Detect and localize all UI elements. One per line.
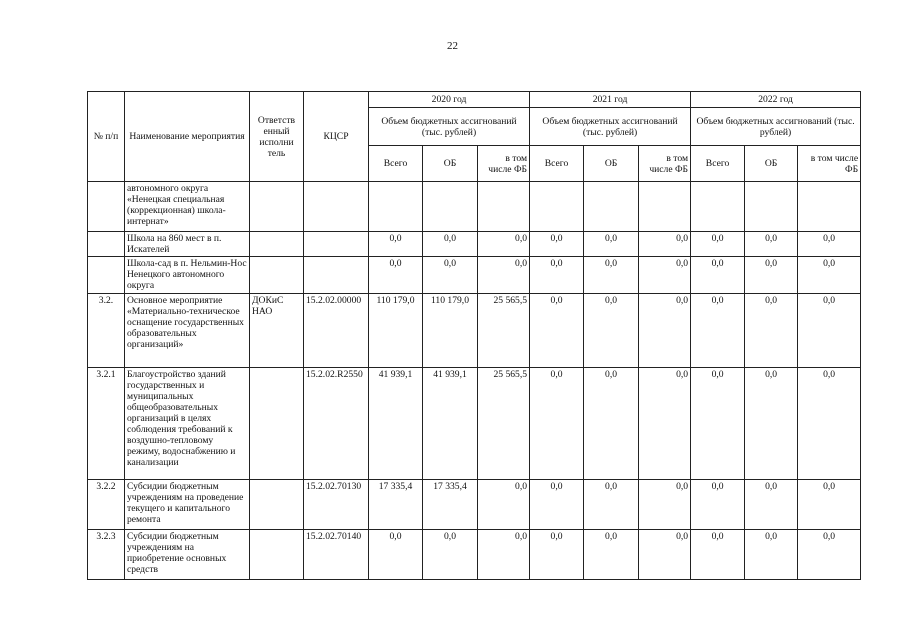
- header-name: Наименование мероприятия: [125, 92, 250, 182]
- header-year-2021: 2021 год: [530, 92, 691, 108]
- row-kcsr: 15.2.02.70140: [304, 530, 369, 580]
- row-name: Школа на 860 мест в п. Искателей: [125, 232, 250, 257]
- cell-value: 0,0: [639, 480, 691, 530]
- cell-value: 0,0: [639, 257, 691, 294]
- cell-value: 0,0: [798, 480, 861, 530]
- cell-value: 0,0: [478, 480, 530, 530]
- cell-value: 0,0: [798, 232, 861, 257]
- cell-value: 0,0: [798, 368, 861, 480]
- cell-value: 0,0: [798, 294, 861, 368]
- cell-value: [798, 182, 861, 232]
- row-num: [88, 232, 125, 257]
- table-row: [88, 294, 861, 368]
- row-name: Субсидии бюджетным учреждениям на проведение текущего и капитального ремонта: [125, 480, 250, 530]
- row-num: 3.2.2: [88, 480, 125, 530]
- header-kcsr: КЦСР: [304, 92, 369, 182]
- cell-value: 0,0: [584, 294, 639, 368]
- page-number: 22: [447, 40, 458, 52]
- cell-value: 0,0: [639, 294, 691, 368]
- header-year-2020: 2020 год: [369, 92, 530, 108]
- cell-value: 0,0: [639, 232, 691, 257]
- cell-value: [423, 182, 478, 232]
- cell-value: 17 335,4: [423, 480, 478, 530]
- header-total-2022: Всего: [691, 146, 745, 182]
- header-volume-2020: Объем бюджетных ассигнований (тыс. рублей): [369, 108, 530, 146]
- row-executor: [250, 257, 304, 294]
- cell-value: 0,0: [639, 368, 691, 480]
- row-kcsr: [304, 232, 369, 257]
- row-executor: [250, 480, 304, 530]
- cell-value: 0,0: [530, 232, 584, 257]
- row-executor: [250, 232, 304, 257]
- row-executor: [250, 530, 304, 580]
- header-ob-2021: ОБ: [584, 146, 639, 182]
- row-kcsr: 15.2.02.R2550: [304, 368, 369, 480]
- row-num: 3.2.3: [88, 530, 125, 580]
- header-fb-2021: в том числе ФБ: [639, 146, 691, 182]
- cell-value: [639, 182, 691, 232]
- cell-value: 0,0: [530, 530, 584, 580]
- row-name: Субсидии бюджетным учреждениям на приобретение основных средств: [125, 530, 250, 580]
- cell-value: 0,0: [745, 294, 798, 368]
- header-volume-2022: Объем бюджетных ассигнований (тыс. рублей): [691, 108, 861, 146]
- header-executor: Ответств енный исполни тель: [250, 92, 304, 182]
- cell-value: 0,0: [423, 530, 478, 580]
- cell-value: 0,0: [530, 257, 584, 294]
- row-num: [88, 257, 125, 294]
- cell-value: 0,0: [691, 232, 745, 257]
- cell-value: 0,0: [478, 257, 530, 294]
- header-ob-2022: ОБ: [745, 146, 798, 182]
- cell-value: 0,0: [691, 530, 745, 580]
- row-name: Благоустройство зданий государственных и муниципальных общеобразовательных организаций в целях соблюдения требований к воздушно-тепловому режиму, водоснабжению и канализации: [125, 368, 250, 480]
- cell-value: 110 179,0: [369, 294, 423, 368]
- row-num: 3.2.1: [88, 368, 125, 480]
- row-name: Основное мероприятие «Материально-техническое оснащение государственных образовательных организаций»: [125, 294, 250, 368]
- table-row: [88, 232, 861, 257]
- header-year-2022: 2022 год: [691, 92, 861, 108]
- cell-value: 17 335,4: [369, 480, 423, 530]
- cell-value: 0,0: [745, 530, 798, 580]
- header-fb-2022: в том числе ФБ: [798, 146, 861, 182]
- table-row: [88, 257, 861, 294]
- cell-value: 0,0: [530, 480, 584, 530]
- cell-value: 0,0: [369, 257, 423, 294]
- cell-value: 0,0: [584, 368, 639, 480]
- cell-value: 0,0: [691, 257, 745, 294]
- cell-value: 0,0: [584, 257, 639, 294]
- cell-value: 0,0: [423, 257, 478, 294]
- cell-value: 0,0: [745, 368, 798, 480]
- header-ob-2020: ОБ: [423, 146, 478, 182]
- cell-value: 0,0: [423, 232, 478, 257]
- cell-value: 25 565,5: [478, 294, 530, 368]
- header-num: № п/п: [88, 92, 125, 182]
- header-fb-2020: в том числе ФБ: [478, 146, 530, 182]
- cell-value: 0,0: [584, 232, 639, 257]
- cell-value: [530, 182, 584, 232]
- cell-value: 0,0: [745, 480, 798, 530]
- cell-value: 0,0: [530, 294, 584, 368]
- cell-value: 41 939,1: [369, 368, 423, 480]
- cell-value: 0,0: [691, 480, 745, 530]
- table-row: [88, 368, 861, 480]
- row-name: автономного округа «Ненецкая специальная (коррекционная) школа-интернат»: [125, 182, 250, 232]
- table-row: [88, 480, 861, 530]
- cell-value: 0,0: [584, 530, 639, 580]
- cell-value: 25 565,5: [478, 368, 530, 480]
- row-executor: [250, 368, 304, 480]
- row-kcsr: [304, 182, 369, 232]
- cell-value: [584, 182, 639, 232]
- row-kcsr: 15.2.02.00000: [304, 294, 369, 368]
- cell-value: 0,0: [530, 368, 584, 480]
- cell-value: 0,0: [691, 294, 745, 368]
- row-num: 3.2.: [88, 294, 125, 368]
- cell-value: [478, 182, 530, 232]
- row-num: [88, 182, 125, 232]
- cell-value: 0,0: [478, 232, 530, 257]
- cell-value: 0,0: [798, 530, 861, 580]
- row-kcsr: 15.2.02.70130: [304, 480, 369, 530]
- budget-table: [87, 91, 861, 580]
- cell-value: [369, 182, 423, 232]
- cell-value: [745, 182, 798, 232]
- row-kcsr: [304, 257, 369, 294]
- header-volume-2021: Объем бюджетных ассигнований (тыс. рублей): [530, 108, 691, 146]
- table-row: [88, 182, 861, 232]
- table-row: [88, 530, 861, 580]
- cell-value: 41 939,1: [423, 368, 478, 480]
- cell-value: [691, 182, 745, 232]
- cell-value: 0,0: [369, 232, 423, 257]
- cell-value: 0,0: [745, 257, 798, 294]
- cell-value: 0,0: [691, 368, 745, 480]
- cell-value: 0,0: [478, 530, 530, 580]
- row-executor: ДОКиС НАО: [250, 294, 304, 368]
- row-name: Школа-сад в п. Нельмин-Нос Ненецкого автономного округа: [125, 257, 250, 294]
- cell-value: 110 179,0: [423, 294, 478, 368]
- cell-value: 0,0: [639, 530, 691, 580]
- cell-value: 0,0: [745, 232, 798, 257]
- cell-value: 0,0: [798, 257, 861, 294]
- cell-value: 0,0: [584, 480, 639, 530]
- cell-value: 0,0: [369, 530, 423, 580]
- header-total-2020: Всего: [369, 146, 423, 182]
- row-executor: [250, 182, 304, 232]
- header-total-2021: Всего: [530, 146, 584, 182]
